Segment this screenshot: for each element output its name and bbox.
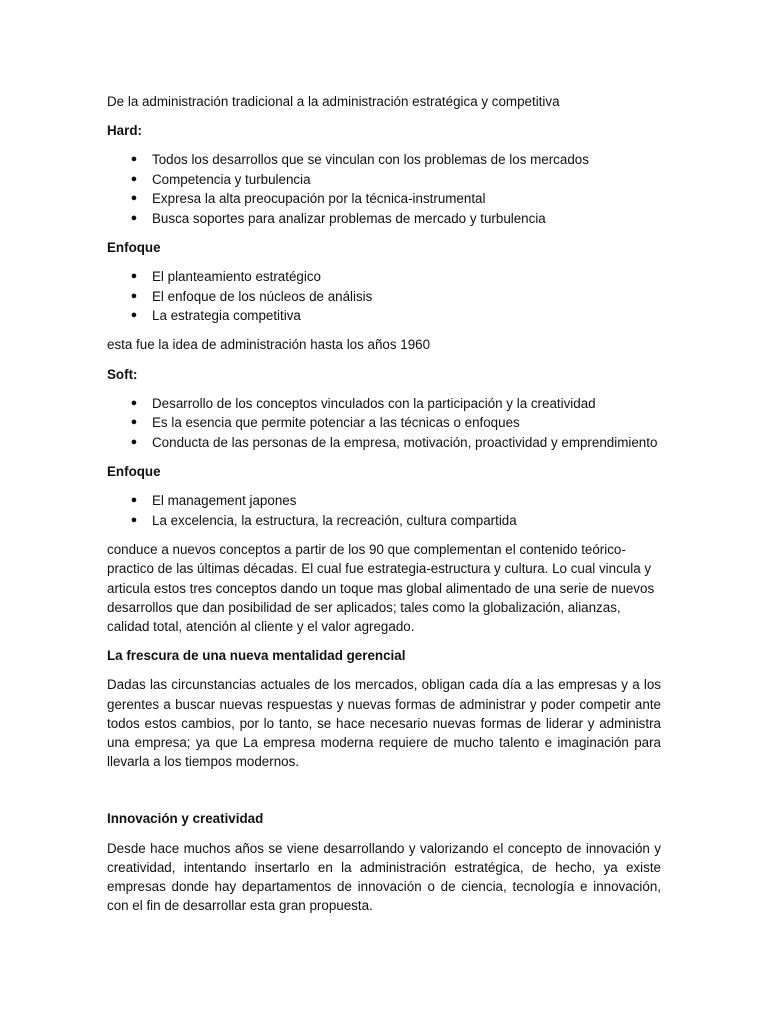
list-item <box>107 413 661 432</box>
bullet-icon: ● <box>130 513 138 526</box>
list-item <box>107 306 661 325</box>
list-item <box>107 209 661 228</box>
list-item <box>107 267 661 286</box>
list-item <box>107 150 661 169</box>
list-item <box>107 287 661 306</box>
bullet-icon: ● <box>130 270 138 283</box>
bullet-icon: ● <box>130 211 138 224</box>
bullet-icon: ● <box>130 435 138 448</box>
list-item-text: Es la esencia que permite potenciar a las técnicas o enfoques <box>152 415 520 431</box>
paragraph-innovacion: Desde hace muchos años se viene desarrollando y valorizando el concepto de innovación y creatividad, intentando insertarlo en la administración estratégica, de hecho, ya existe empresas donde hay departamentos de innovación o de ciencia, tecnología e innovación, con el fin de desarrollar esta gran propuesta. <box>107 840 661 914</box>
bullet-icon: ● <box>130 396 138 409</box>
list-item-text: Busca soportes para analizar problemas de mercado y turbulencia <box>152 210 546 226</box>
bullet-icon: ● <box>130 494 138 507</box>
document-title-line: De la administración tradicional a la administración estratégica y competitiva <box>107 94 560 109</box>
list-item-text: El management japones <box>152 493 297 509</box>
heading-frescura: La frescura de una nueva mentalidad gerencial <box>107 648 406 664</box>
list-item <box>107 511 661 530</box>
list-item-text: El enfoque de los núcleos de análisis <box>152 288 373 304</box>
list-item-text: Expresa la alta preocupación por la técnica-instrumental <box>152 191 486 207</box>
bullet-icon: ● <box>130 289 138 302</box>
heading-soft: Soft: <box>107 366 138 382</box>
list-item <box>107 433 661 452</box>
bullet-icon: ● <box>130 192 138 205</box>
section-spacer <box>107 781 661 809</box>
list-item <box>107 491 661 510</box>
list-item-text: Todos los desarrollos que se vinculan con los problemas de los mercados <box>152 152 589 168</box>
list-item-text: La excelencia, la estructura, la recreación, cultura compartida <box>152 512 517 528</box>
list-item <box>107 170 661 189</box>
list-item <box>107 394 661 413</box>
bullet-icon: ● <box>130 172 138 185</box>
list-item-text: El planteamiento estratégico <box>152 269 321 285</box>
list-item-text: La estrategia competitiva <box>152 308 301 324</box>
bullet-icon: ● <box>130 309 138 322</box>
bullet-icon: ● <box>130 416 138 429</box>
heading-innovacion: Innovación y creatividad <box>107 811 264 827</box>
enfoque-1-bullet-list <box>107 267 661 325</box>
heading-hard: Hard: <box>107 123 142 139</box>
list-item-text: Desarrollo de los conceptos vinculados con la participación y la creatividad <box>152 395 596 411</box>
heading-enfoque-1: Enfoque <box>107 240 161 256</box>
soft-bullet-list <box>107 394 661 452</box>
paragraph-90s: conduce a nuevos conceptos a partir de los 90 que complementan el contenido teórico-practico de las últimas décadas. El cual fue estrategia-estructura y cultura. Lo cual vincula y articula estos tres conceptos dando un toque mas global alimentado de una serie de nuevos desarrollos que dan posibilidad de ser aplicados; tales como la globalización, alianzas, calidad total, atención al cliente y el valor agregado. <box>107 542 655 634</box>
list-item-text: Conducta de las personas de la empresa, motivación, proactividad y emprendimiento <box>152 434 658 450</box>
hard-bullet-list <box>107 150 661 228</box>
enfoque-2-bullet-list <box>107 491 661 530</box>
heading-enfoque-2: Enfoque <box>107 464 161 480</box>
list-item <box>107 189 661 208</box>
bullet-icon: ● <box>130 153 138 166</box>
paragraph-frescura: Dadas las circunstancias actuales de los mercados, obligan cada día a las empresas y a los gerentes a buscar nuevas respuestas y nuevas formas de administrar y poder competir ante todos estos cambios, por lo tanto, se hace necesario nuevas formas de liderar y administra una empresa; ya que La empresa moderna requiere de mucho talento e imaginación para llevarla a los tiempos modernos. <box>107 677 661 770</box>
note-1960-paragraph: esta fue la idea de administración hasta los años 1960 <box>107 337 431 353</box>
list-item-text: Competencia y turbulencia <box>152 171 311 187</box>
